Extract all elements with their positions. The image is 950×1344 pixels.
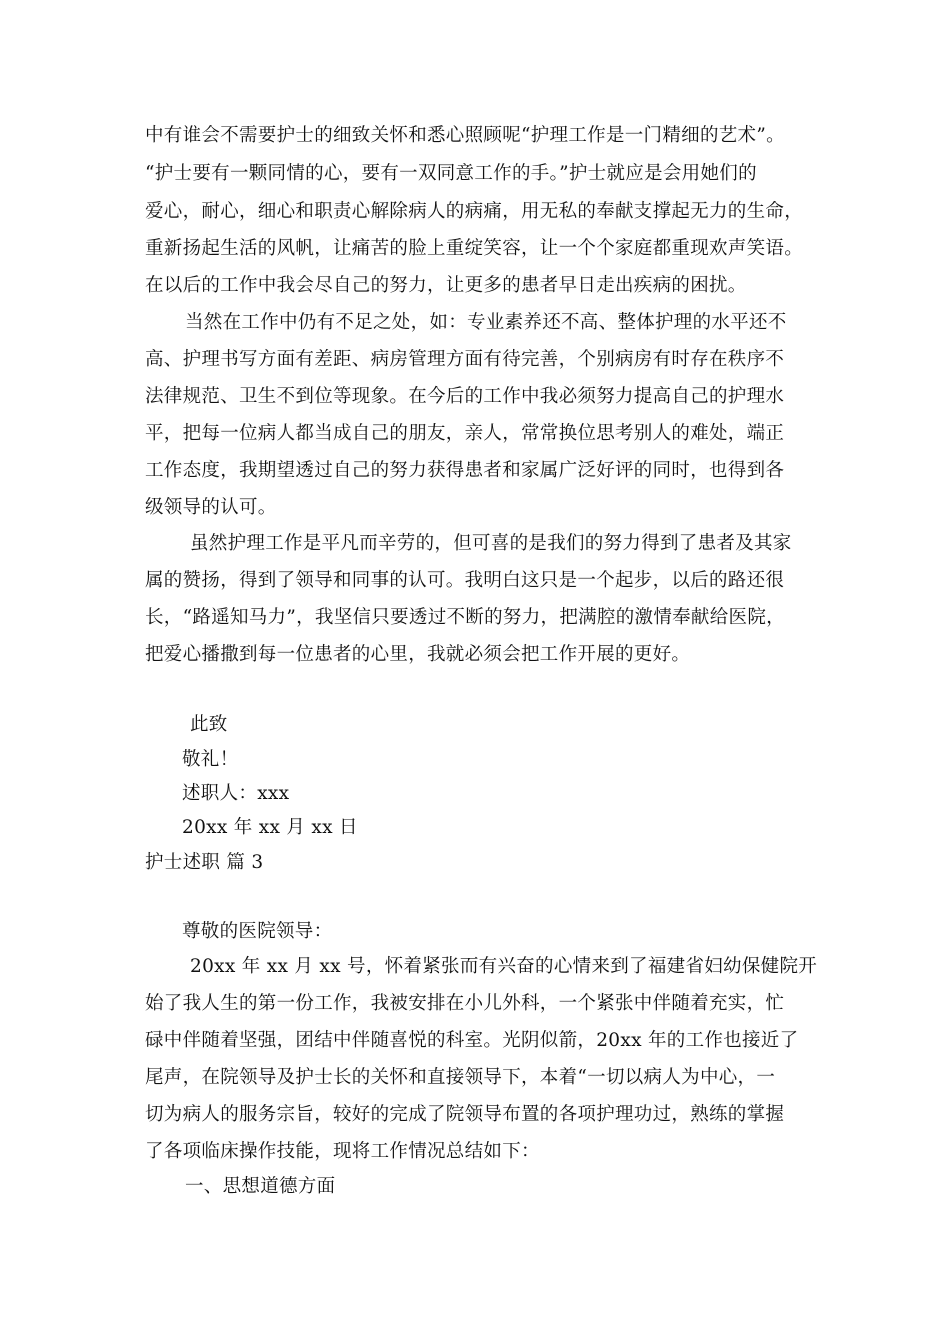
letter-line-3: 碌中伴随着坚强，团结中伴随喜悦的科室。光阴似箭，20xx 年的工作也接近了 <box>145 1030 799 1051</box>
paragraph-2-line-4: 平，把每一位病人都当成自己的朋友，亲人，常常换位思考别人的难处，端正 <box>145 423 785 444</box>
paragraph-1-line-3: 爱心，耐心，细心和职责心解除病人的病痛，用无私的奉献支撑起无力的生命， <box>145 201 804 222</box>
paragraph-1-line-4: 重新扬起生活的风帆，让痛苦的脸上重绽笑容，让一个个家庭都重现欢声笑语。 <box>145 238 804 259</box>
paragraph-2-line-1: 当然在工作中仍有不足之处，如：专业素养还不高、整体护理的水平还不 <box>185 312 787 333</box>
paragraph-1-line-1: 中有谁会不需要护士的细致关怀和悉心照顾呢“护理工作是一门精细的艺术”。 <box>145 125 785 146</box>
letter-salutation: 尊敬的医院领导： <box>182 921 333 942</box>
paragraph-2-line-2: 高、护理书写方面有差距、病房管理方面有待完善，个别病房有时存在秩序不 <box>145 349 785 370</box>
paragraph-3-line-2: 属的赞扬，得到了领导和同事的认可。我明白这只是一个起步，以后的路还很 <box>145 570 785 591</box>
paragraph-3-line-1: 虽然护理工作是平凡而辛劳的，但可喜的是我们的努力得到了患者及其家 <box>190 533 792 554</box>
closing-salute: 敬礼！ <box>182 749 239 770</box>
paragraph-3-line-4: 把爱心播撒到每一位患者的心里，我就必须会把工作开展的更好。 <box>145 644 691 665</box>
letter-line-6: 了各项临床操作技能，现将工作情况总结如下： <box>145 1141 540 1162</box>
section-title: 护士述职 篇 3 <box>145 852 264 873</box>
paragraph-1-line-2: “护士要有一颗同情的心，要有一双同意工作的手。”护士就应是会用她们的 <box>145 163 757 184</box>
letter-line-1: 20xx 年 xx 月 xx 号，怀着紧张而有兴奋的心情来到了福建省妇幼保健院开 <box>190 956 818 977</box>
paragraph-1-line-5: 在以后的工作中我会尽自己的努力，让更多的患者早日走出疾病的困扰。 <box>145 275 747 296</box>
paragraph-2-line-3: 法律规范、卫生不到位等现象。在今后的工作中我必须努力提高自己的护理水 <box>145 386 785 407</box>
letter-line-4: 尾声，在院领导及护士长的关怀和直接领导下，本着“一切以病人为中心，一 <box>145 1067 776 1088</box>
paragraph-2-line-6: 级领导的认可。 <box>145 497 277 518</box>
closing-date: 20xx 年 xx 月 xx 日 <box>182 817 358 838</box>
paragraph-2-line-5: 工作态度，我期望透过自己的努力获得患者和家属广泛好评的同时，也得到各 <box>145 460 785 481</box>
letter-line-5: 切为病人的服务宗旨，较好的完成了院领导布置的各项护理功过，熟练的掌握 <box>145 1104 785 1125</box>
letter-heading: 一、思想道德方面 <box>185 1176 336 1197</box>
paragraph-3-line-3: 长，“路遥知马力”，我坚信只要透过不断的努力，把满腔的激情奉献给医院， <box>145 607 785 628</box>
closing-greeting: 此致 <box>190 714 228 735</box>
closing-author: 述职人：xxx <box>182 783 290 804</box>
letter-line-2: 始了我人生的第一份工作，我被安排在小儿外科，一个紧张中伴随着充实，忙 <box>145 993 785 1014</box>
